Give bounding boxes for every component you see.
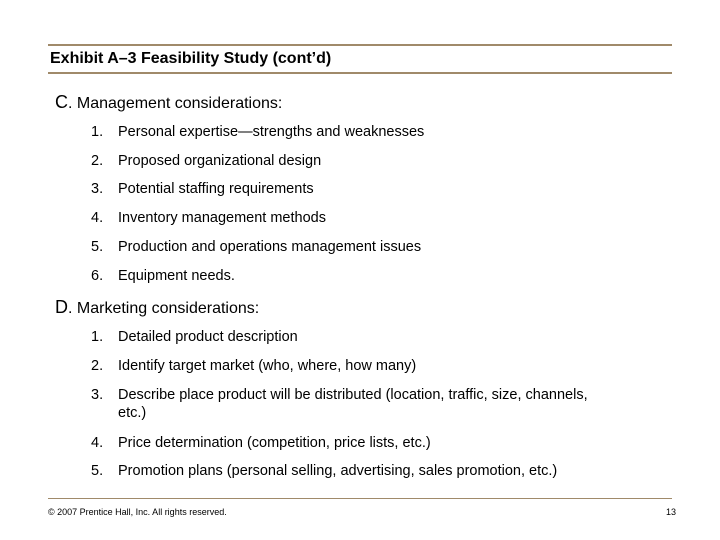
list-item-text: Potential staffing requirements [118,181,314,197]
list-item [91,434,671,452]
list-item-text: Identify target market (who, where, how many) [118,358,417,374]
list-item-number: 1. [91,329,104,345]
list-item-text: Describe place product will be distributed (location, traffic, size, channels, etc.) [118,387,588,421]
list-item-text: Production and operations management issues [118,239,422,255]
list-item-text: Promotion plans (personal selling, advertising, sales promotion, etc.) [118,463,558,479]
section-letter: D [55,297,68,317]
list-item-number: 2. [91,358,104,374]
list-item-number: 6. [91,268,104,284]
list-item [91,209,671,227]
list-item [91,386,611,422]
section-heading-text: . Marketing considerations: [68,300,260,317]
list-item-number: 2. [91,153,104,169]
list-item-text: Proposed organizational design [118,153,322,169]
list-item-text: Detailed product description [118,329,298,345]
list-item-text: Equipment needs. [118,268,235,284]
page-number: 13 [665,507,676,517]
list-item [91,123,671,141]
list-item [91,238,671,256]
list-item [91,180,671,198]
section-heading-marketing [55,297,259,318]
section-letter: C [55,92,68,112]
list-item-number: 5. [91,463,104,479]
list-item-text: Inventory management methods [118,210,326,226]
list-item [91,462,671,480]
list-item-text: Price determination (competition, price lists, etc.) [118,435,431,451]
section-heading-management [55,92,282,113]
list-item-text: Personal expertise—strengths and weaknesses [118,124,425,140]
list-item-number: 3. [91,387,104,403]
list-item-number: 1. [91,124,104,140]
list-item-number: 4. [91,435,104,451]
footer-rule [48,498,672,499]
title-rule-top [48,44,672,46]
list-item-number: 5. [91,239,104,255]
section-heading-text: . Management considerations: [68,95,283,112]
list-item [91,328,671,346]
page-title: Exhibit A–3 Feasibility Study (cont’d) [50,50,332,67]
title-rule-bottom [48,72,672,74]
list-item [91,152,671,170]
copyright-text: © 2007 Prentice Hall, Inc. All rights reserved. [48,507,227,517]
list-item-number: 3. [91,181,104,197]
list-item [91,357,671,375]
list-item [91,267,671,285]
list-item-number: 4. [91,210,104,226]
